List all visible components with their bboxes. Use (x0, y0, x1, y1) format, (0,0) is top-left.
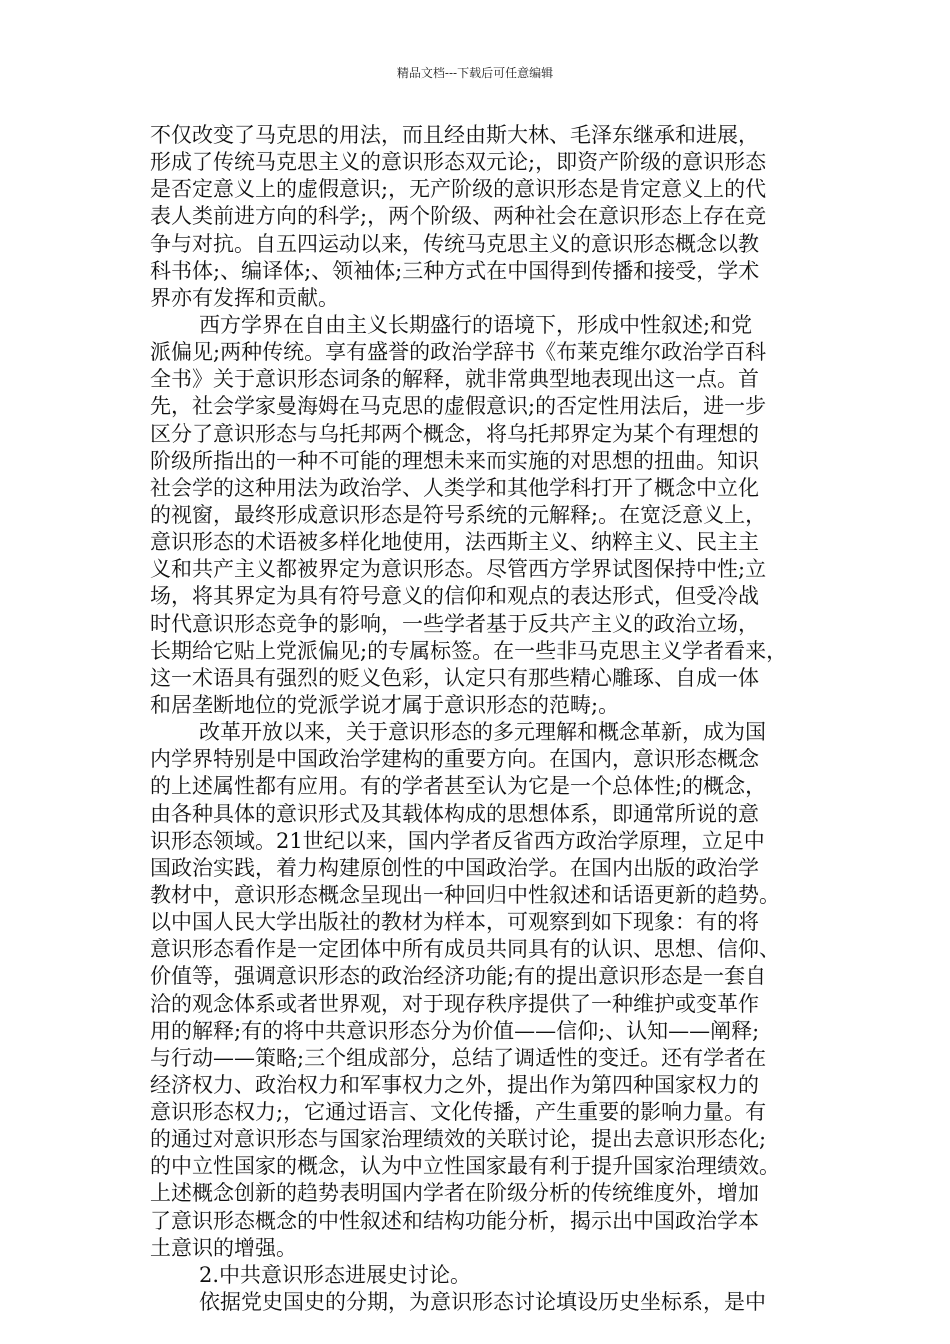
text-line: 依据党史国史的分期，为意识形态讨论填设历史坐标系，是中 (199, 1290, 766, 1315)
text-line: 内学界特别是中国政治学建构的重要方向。在国内，意识形态概念 (150, 747, 759, 772)
text-line: 价值等，强调意识形态的政治经济功能;有的提出意识形态是一套自 (150, 964, 767, 989)
text-line: 场，将其界定为具有符号意义的信仰和观点的表达形式，但受冷战 (150, 584, 759, 609)
text-line: 先，社会学家曼海姆在马克思的虚假意识;的否定性用法后，进一步 (150, 394, 767, 419)
text-line: 时代意识形态竞争的影响，一些学者基于反共产主义的政治立场， (150, 611, 759, 636)
text-line: 土意识的增强。 (150, 1235, 297, 1260)
text-line: 洽的观念体系或者世界观，对于现存秩序提供了一种维护或变革作 (150, 991, 759, 1016)
page-header: 精品文档---下载后可任意编辑 (396, 66, 554, 80)
text-line: 了意识形态概念的中性叙述和结构功能分析，揭示出中国政治学本 (150, 1208, 759, 1233)
text-line: 上述概念创新的趋势表明国内学者在阶级分析的传统维度外，增加 (150, 1181, 759, 1206)
text-line: 界亦有发挥和贡献。 (150, 285, 339, 310)
text-line: 的通过对意识形态与国家治理绩效的关联讨论，提出去意识形态化; (150, 1127, 767, 1152)
text-line: 意识形态权力;，它通过语言、文化传播，产生重要的影响力量。有 (150, 1100, 767, 1125)
text-line: 长期给它贴上党派偏见;的专属标签。在一些非马克思主义学者看来， (150, 638, 788, 663)
text-line: 表人类前进方向的科学;，两个阶级、两种社会在意识形态上存在竞 (150, 204, 767, 229)
text-line: 识形态领域。21世纪以来，国内学者反省西方政治学原理，立足中 (150, 828, 765, 853)
text-line: 义和共产主义都被界定为意识形态。尽管西方学界试图保持中性;立 (150, 557, 767, 582)
text-line: 是否定意义上的虚假意识;，无产阶级的意识形态是肯定意义上的代 (150, 177, 767, 202)
text-line: 国政治实践，着力构建原创性的中国政治学。在国内出版的政治学 (150, 855, 759, 880)
text-line: 西方学界在自由主义长期盛行的语境下，形成中性叙述;和党 (199, 312, 753, 337)
text-line: 科书体;、编译体;、领袖体;三种方式在中国得到传播和接受，学术 (150, 258, 760, 283)
text-line: 形成了传统马克思主义的意识形态双元论;，即资产阶级的意识形态 (150, 150, 767, 175)
text-line: 派偏见;两种传统。享有盛誉的政治学辞书《布莱克维尔政治学百科 (150, 340, 767, 365)
text-line: 以中国人民大学出版社的教材为样本，可观察到如下现象：有的将 (150, 910, 759, 935)
document-body (150, 122, 808, 1316)
text-line: 意识形态的术语被多样化地使用，法西斯主义、纳粹主义、民主主 (150, 530, 759, 555)
text-line: 的视窗，最终形成意识形态是符号系统的元解释;。在宽泛意义上， (150, 502, 767, 527)
text-line: 由各种具体的意识形式及其载体构成的思想体系，即通常所说的意 (150, 801, 759, 826)
text-line: 经济权力、政治权力和军事权力之外，提出作为第四种国家权力的 (150, 1072, 759, 1097)
text-line: 争与对抗。自五四运动以来，传统马克思主义的意识形态概念以教 (150, 231, 759, 256)
text-line: 的中立性国家的概念，认为中立性国家最有利于提升国家治理绩效。 (150, 1154, 780, 1179)
text-line: 意识形态看作是一定团体中所有成员共同具有的认识、思想、信仰、 (150, 937, 780, 962)
text-line: 不仅改变了马克思的用法，而且经由斯大林、毛泽东继承和进展， (150, 123, 759, 147)
text-line: 阶级所指出的一种不可能的理想未来而实施的对思想的扭曲。知识 (150, 448, 759, 473)
text-line: 全书》关于意识形态词条的解释，就非常典型地表现出这一点。首 (150, 367, 759, 392)
text-line: 这一术语具有强烈的贬义色彩，认定只有那些精心雕琢、自成一体 (150, 665, 759, 690)
text-line: 与行动——策略;三个组成部分，总结了调适性的变迁。还有学者在 (150, 1045, 767, 1070)
text-line: 教材中，意识形态概念呈现出一种回归中性叙述和话语更新的趋势。 (150, 882, 780, 907)
text-line: 改革开放以来，关于意识形态的多元理解和概念革新，成为国 (199, 720, 766, 745)
text-line: 用的解释;有的将中共意识形态分为价值——信仰;、认知——阐释; (150, 1018, 760, 1043)
text-line: 2.中共意识形态进展史讨论。 (199, 1262, 472, 1287)
text-line: 社会学的这种用法为政治学、人类学和其他学科打开了概念中立化 (150, 475, 759, 500)
text-line: 的上述属性都有应用。有的学者甚至认为它是一个总体性;的概念， (150, 774, 767, 799)
text-line: 和居垄断地位的党派学说才属于意识形态的范畴;。 (150, 692, 620, 717)
text-line: 区分了意识形态与乌托邦两个概念，将乌托邦界定为某个有理想的 (150, 421, 759, 446)
